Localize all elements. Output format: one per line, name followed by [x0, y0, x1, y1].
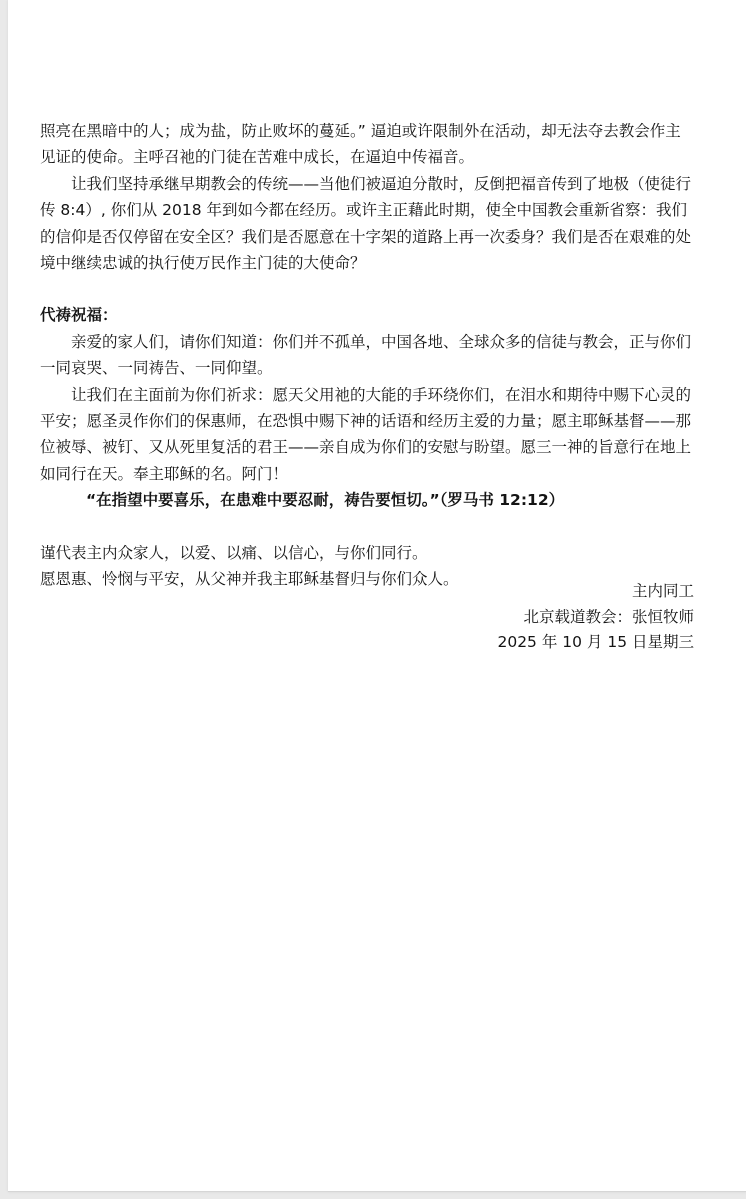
document-page	[8, 0, 746, 1192]
closing-line-2: 愿恩惠、怜悯与平安，从父神并我主耶稣基督归与你们众人。	[40, 570, 459, 589]
signature-church-pastor: 北京载道教会：张恒牧师	[523, 607, 694, 626]
signature-coworker: 主内同工	[631, 582, 694, 600]
letter-body	[40, 118, 694, 593]
spacer	[40, 514, 694, 540]
prayer-heading: 代祷祝福：	[40, 306, 118, 325]
paragraph-early-church: 让我们坚持承继早期教会的传统——当他们被逼迫分散时，反倒把福音传到了地极（使徒行传 8:4）, 你们从 2018 年到如今都在经历。或许主正藉此时期，使全中国教会重新省察：我们的信仰是否仅停留在安全区？我们是否愿意在十字架的道路上再一次委身？我们是否在艰难的处境中继续忠诚的执行使万民作主门徒的大使命？	[40, 174, 692, 273]
paragraph-persecution: 照亮在黑暗中的人；成为盐，防止败坏的蔓延。” 逼迫或许限制外在活动，却无法夺去教会作主见证的使命。主呼召祂的门徒在苦难中成长，在逼迫中传福音。	[40, 122, 681, 167]
scripture-quote: “在指望中要喜乐，在患难中要忍耐，祷告要恒切。”（罗马书 12:12）	[86, 491, 565, 510]
paragraph-prayer: 让我们在主面前为你们祈求：愿天父用祂的大能的手环绕你们，在泪水和期待中赐下心灵的平安；愿圣灵作你们的保惠师，在恐惧中赐下神的话语和经历主爱的力量；愿主耶稣基督——那位被辱、被钉、又从死里复活的君王——亲自成为你们的安慰与盼望。愿三一神的旨意行在地上如同行在天。奉主耶稣的名。阿门！	[40, 385, 692, 483]
closing-line-1: 谨代表主内众家人，以爱、以痛、以信心，与你们同行。	[40, 543, 428, 562]
signature-date: 2025 年 10 月 15 日星期三	[497, 633, 694, 652]
paragraph-not-alone: 亲爱的家人们，请你们知道：你们并不孤单，中国各地、全球众多的信徒与教会，正与你们一同哀哭、一同祷告、一同仰望。	[40, 332, 692, 378]
signature-block	[448, 579, 694, 656]
